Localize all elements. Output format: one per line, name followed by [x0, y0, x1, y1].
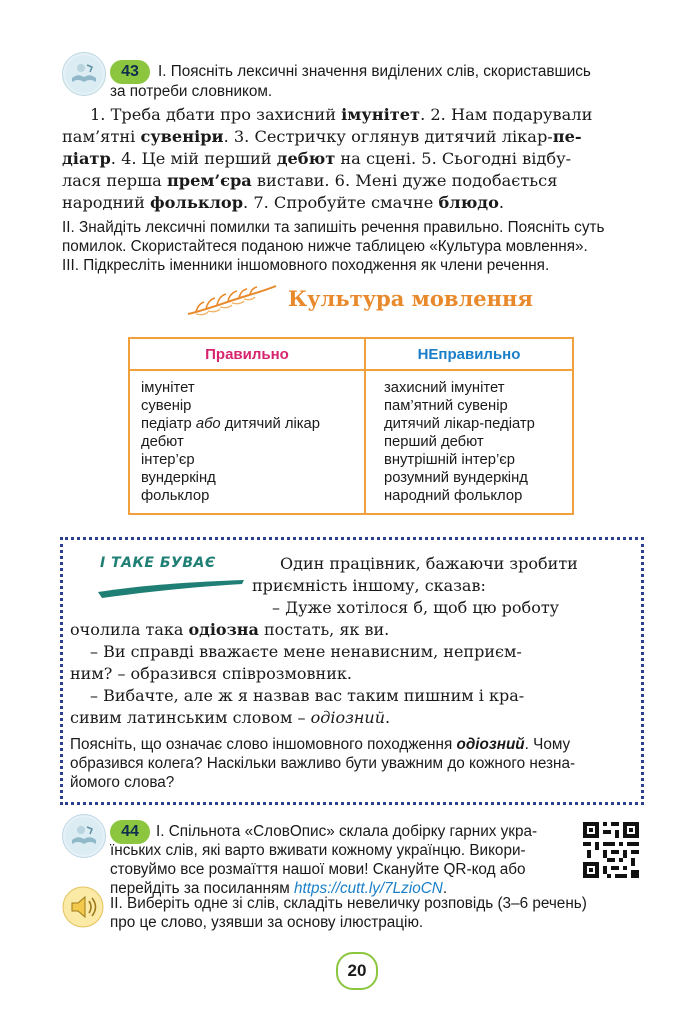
ex44-line: стовуймо все розмаїття нашої мови! Скануйте QR-код або [110, 861, 526, 878]
incorrect-item: внутрішній інтер’єр [384, 452, 516, 468]
correct-item: імунітет [141, 380, 195, 396]
text: лася перша [62, 171, 167, 190]
text: дитячий лікар [224, 416, 321, 432]
qr-code-icon[interactable] [583, 822, 639, 878]
story-line: – Дуже хотілося б, щоб цю роботу [272, 598, 560, 617]
book-icon [63, 815, 105, 857]
text: . Чому [524, 736, 571, 753]
ex43-task3: ІІІ. Підкресліть іменники іншомовного походження як члени речення. [62, 257, 550, 274]
ex44-task2 [110, 894, 650, 932]
story-line: – Ви справді вважаєте мене ненависним, неприєм- [90, 642, 522, 661]
highlighted-word: фольклор [150, 193, 244, 212]
story-line: приємність іншому, сказав: [252, 576, 486, 595]
exercise-number-44: 44 [110, 820, 150, 844]
question-line: йомого слова? [70, 774, 175, 791]
question-line: образився колега? Наскільки важливо бути уважним до кожного незна- [70, 755, 576, 772]
fun-fact-story [70, 553, 624, 729]
text: сивим латинським словом – [70, 708, 311, 727]
feather-ornament-icon [186, 284, 276, 318]
sentence-line-2 [62, 126, 646, 148]
incorrect-item: захисний імунітет [384, 380, 505, 396]
highlighted-word: пе- [552, 127, 582, 146]
highlighted-word: блюдо [438, 193, 499, 212]
text: на сцені. 5. Сьогодні відбу- [335, 149, 572, 168]
highlighted-word: одіозна [188, 620, 259, 639]
correct-item [141, 415, 320, 433]
table-column-divider [364, 339, 366, 513]
text: . [442, 880, 448, 897]
table-header-divider [130, 369, 572, 371]
incorrect-item: дитячий лікар-педіатр [384, 416, 535, 432]
reading-book-icon-44 [62, 814, 106, 858]
text: очолила така [70, 620, 189, 639]
story-line: ним? – образився співрозмовник. [70, 664, 352, 683]
question-line [70, 735, 630, 754]
correct-list [141, 379, 320, 505]
incorrect-item: пам’ятний сувенір [384, 398, 508, 414]
reading-book-icon [62, 52, 106, 96]
text: 1. Треба дбати про захисний [90, 105, 342, 124]
text: народний [62, 193, 151, 212]
text: або [195, 416, 221, 432]
ex43-sentences [62, 104, 646, 214]
ex44-task1-rest [110, 841, 580, 898]
correct-item: сувенір [141, 398, 192, 414]
correct-item: фольклор [141, 488, 210, 504]
text: . [385, 708, 391, 727]
speaker-icon [62, 886, 104, 928]
text: пам’ятні [62, 127, 141, 146]
story-line [70, 619, 624, 641]
text: вистави. 6. Мені дуже подобається [251, 171, 558, 190]
story-line [70, 707, 624, 729]
text: педіатр [141, 416, 192, 432]
incorrect-item: народний фольклор [384, 488, 523, 504]
ex44-task2-line1: ІІ. Виберіть одне зі слів, складіть невеличку розповідь (3–6 речень) [110, 895, 587, 912]
text: . 4. Це мій перший [110, 149, 277, 168]
text: постать, як ви. [258, 620, 390, 639]
ex43-task2-line1: ІІ. Знайдіть лексичні помилки та запишіть речення правильно. Поясніть суть [62, 219, 605, 236]
text: Поясніть, що означає слово іншомовного походження [70, 736, 457, 753]
culture-table [128, 337, 574, 515]
highlighted-word: діатр [62, 149, 111, 168]
incorrect-item: розумний вундеркінд [384, 470, 528, 486]
correct-item: інтер’єр [141, 452, 195, 468]
text: . [498, 193, 505, 212]
highlighted-word: одіозний [456, 736, 525, 753]
text: перейдіть за посиланням [110, 880, 295, 897]
incorrect-list [384, 379, 535, 505]
ex43-task1-line1: І. Поясніть лексичні значення виділених слів, скориставшись [158, 63, 591, 80]
story-line: Один працівник, бажаючи зробити [280, 554, 578, 573]
correct-item: дебют [141, 434, 184, 450]
highlighted-word: імунітет [341, 105, 421, 124]
slovopys-link[interactable]: https://cutt.ly/7LzioCN [294, 880, 443, 897]
page-number: 20 [336, 952, 378, 990]
incorrect-item: перший дебют [384, 434, 484, 450]
ex43-task1 [158, 62, 638, 81]
highlighted-word: прем’єра [166, 171, 252, 190]
text: . 2. Нам подарували [420, 105, 593, 124]
fun-fact-question [70, 735, 630, 792]
sentence-line-3 [62, 148, 646, 170]
sentence-line-1 [86, 104, 646, 126]
ex43-task1-line2: за потреби словником. [110, 83, 273, 100]
text: . 7. Спробуйте смачне [243, 193, 439, 212]
culture-title: Культура мовлення [288, 286, 533, 311]
highlighted-word: сувеніри [140, 127, 224, 146]
fun-fact-title: І ТАКЕ БУВАЄ [100, 555, 216, 571]
text: . 3. Сестричку оглянув дитячий лікар- [223, 127, 553, 146]
correct-item: вундеркінд [141, 470, 216, 486]
ex43-task2-line2: помилок. Скористайтеся поданою нижче таблицею «Культура мовлення». [62, 238, 588, 255]
sentence-line-5 [62, 192, 646, 214]
exercise-number-43: 43 [110, 60, 150, 84]
ex44-line: їнських слів, які варто вживати кожному українцю. Викори- [110, 842, 526, 859]
ex44-task2-line2: про це слово, узявши за основу ілюстрацію. [110, 914, 424, 931]
sentence-line-4 [62, 170, 646, 192]
col-incorrect-header: НЕправильно [417, 346, 521, 363]
book-icon [63, 53, 105, 95]
ex43-task2 [62, 218, 652, 275]
col-correct-header: Правильно [205, 346, 289, 363]
ex44-task1-line1: І. Спільнота «СловОпис» склала добірку гарних укра- [156, 823, 538, 840]
highlighted-word: одіозний [310, 708, 385, 727]
highlighted-word: дебют [276, 149, 336, 168]
story-line: – Вибачте, але ж я назвав вас таким пишним і кра- [90, 686, 525, 705]
